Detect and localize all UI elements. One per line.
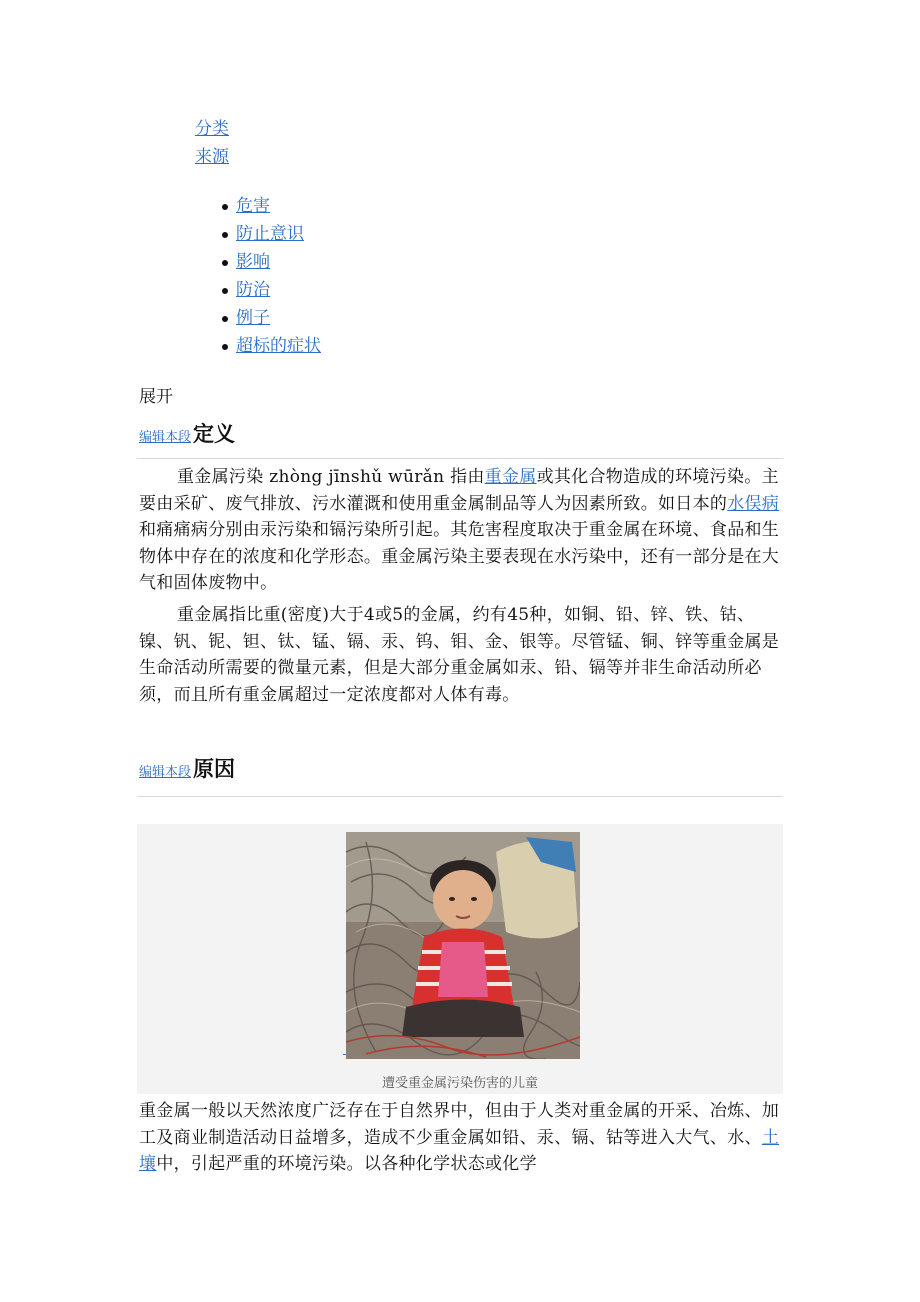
cause-paragraph: 重金属一般以天然浓度广泛存在于自然界中，但由于人类对重金属的开采、冶炼、加工及商业制造活动日益增多，造成不少重金属如铅、汞、镉、钴等进入大气、水、土壤中，引起严重的环境污染。以各种化学状态或化学	[139, 1101, 780, 1175]
toc-link-prevention-awareness[interactable]: 防止意识	[236, 224, 304, 244]
edit-section-link[interactable]: 编辑本段	[139, 430, 192, 445]
link-soil[interactable]: 土壤	[139, 1127, 780, 1175]
toc-link-symptoms[interactable]: 超标的症状	[236, 336, 321, 356]
section-divider	[137, 458, 783, 459]
toc-link-impact[interactable]: 影响	[236, 252, 270, 272]
toc-link-harm[interactable]: 危害	[236, 196, 270, 216]
section-heading-cause	[139, 753, 235, 783]
toc-item	[218, 332, 321, 360]
link-heavy-metal[interactable]: 重金属	[484, 467, 537, 487]
figure-caption: 遭受重金属污染伤害的儿童	[381, 1076, 538, 1091]
toc-top	[195, 115, 229, 171]
section-title: 原因	[193, 756, 236, 781]
toc-link-source[interactable]: 来源	[195, 147, 229, 167]
toc-item	[218, 220, 321, 248]
toc-link-category[interactable]: 分类	[195, 119, 229, 139]
toc-link-control[interactable]: 防治	[236, 280, 270, 300]
photo-illustration	[346, 832, 580, 1059]
figure-box	[137, 824, 783, 1094]
section-title: 定义	[193, 421, 236, 446]
toc-item	[218, 276, 321, 304]
definition-paragraph-2: 重金属指比重(密度)大于4或5的金属，约有45种，如铜、铅、锌、铁、钴、镍、钒、铌、钽、钛、锰、镉、汞、钨、钼、金、银等。尽管锰、铜、锌等重金属是生命活动所需要的微量元素，但是大部分重金属如汞、铅、镉等并非生命活动所必须，而且所有重金属超过一定浓度都对人体有毒。	[139, 605, 780, 705]
definition-paragraph-1: 重金属污染 zhòng jīnshǔ wūrǎn 指由重金属或其化合物造成的环境污染。主要由采矿、废气排放、污水灌溉和使用重金属制品等人为因素所致。如日本的水俣病和痛痛病分别由汞污染和镉污染所引起。其危害程度取决于重金属在环境、食品和生物体中存在的浓度和化学形态。重金属污染主要表现在水污染中，还有一部分是在大气和固体废物中。	[139, 467, 780, 594]
toc-list	[218, 192, 321, 360]
toc-link-examples[interactable]: 例子	[236, 308, 270, 328]
link-minamata-disease[interactable]: 水俣病	[727, 493, 780, 514]
expand-toggle[interactable]: 展开	[139, 387, 173, 407]
edit-section-link[interactable]: 编辑本段	[139, 765, 192, 780]
toc-item	[218, 304, 321, 332]
section-heading-definition	[139, 418, 235, 448]
toc-item	[218, 248, 321, 276]
section-divider	[137, 796, 783, 797]
toc-item	[218, 192, 321, 220]
photo-child-heavy-metal-pollution[interactable]	[346, 832, 580, 1059]
